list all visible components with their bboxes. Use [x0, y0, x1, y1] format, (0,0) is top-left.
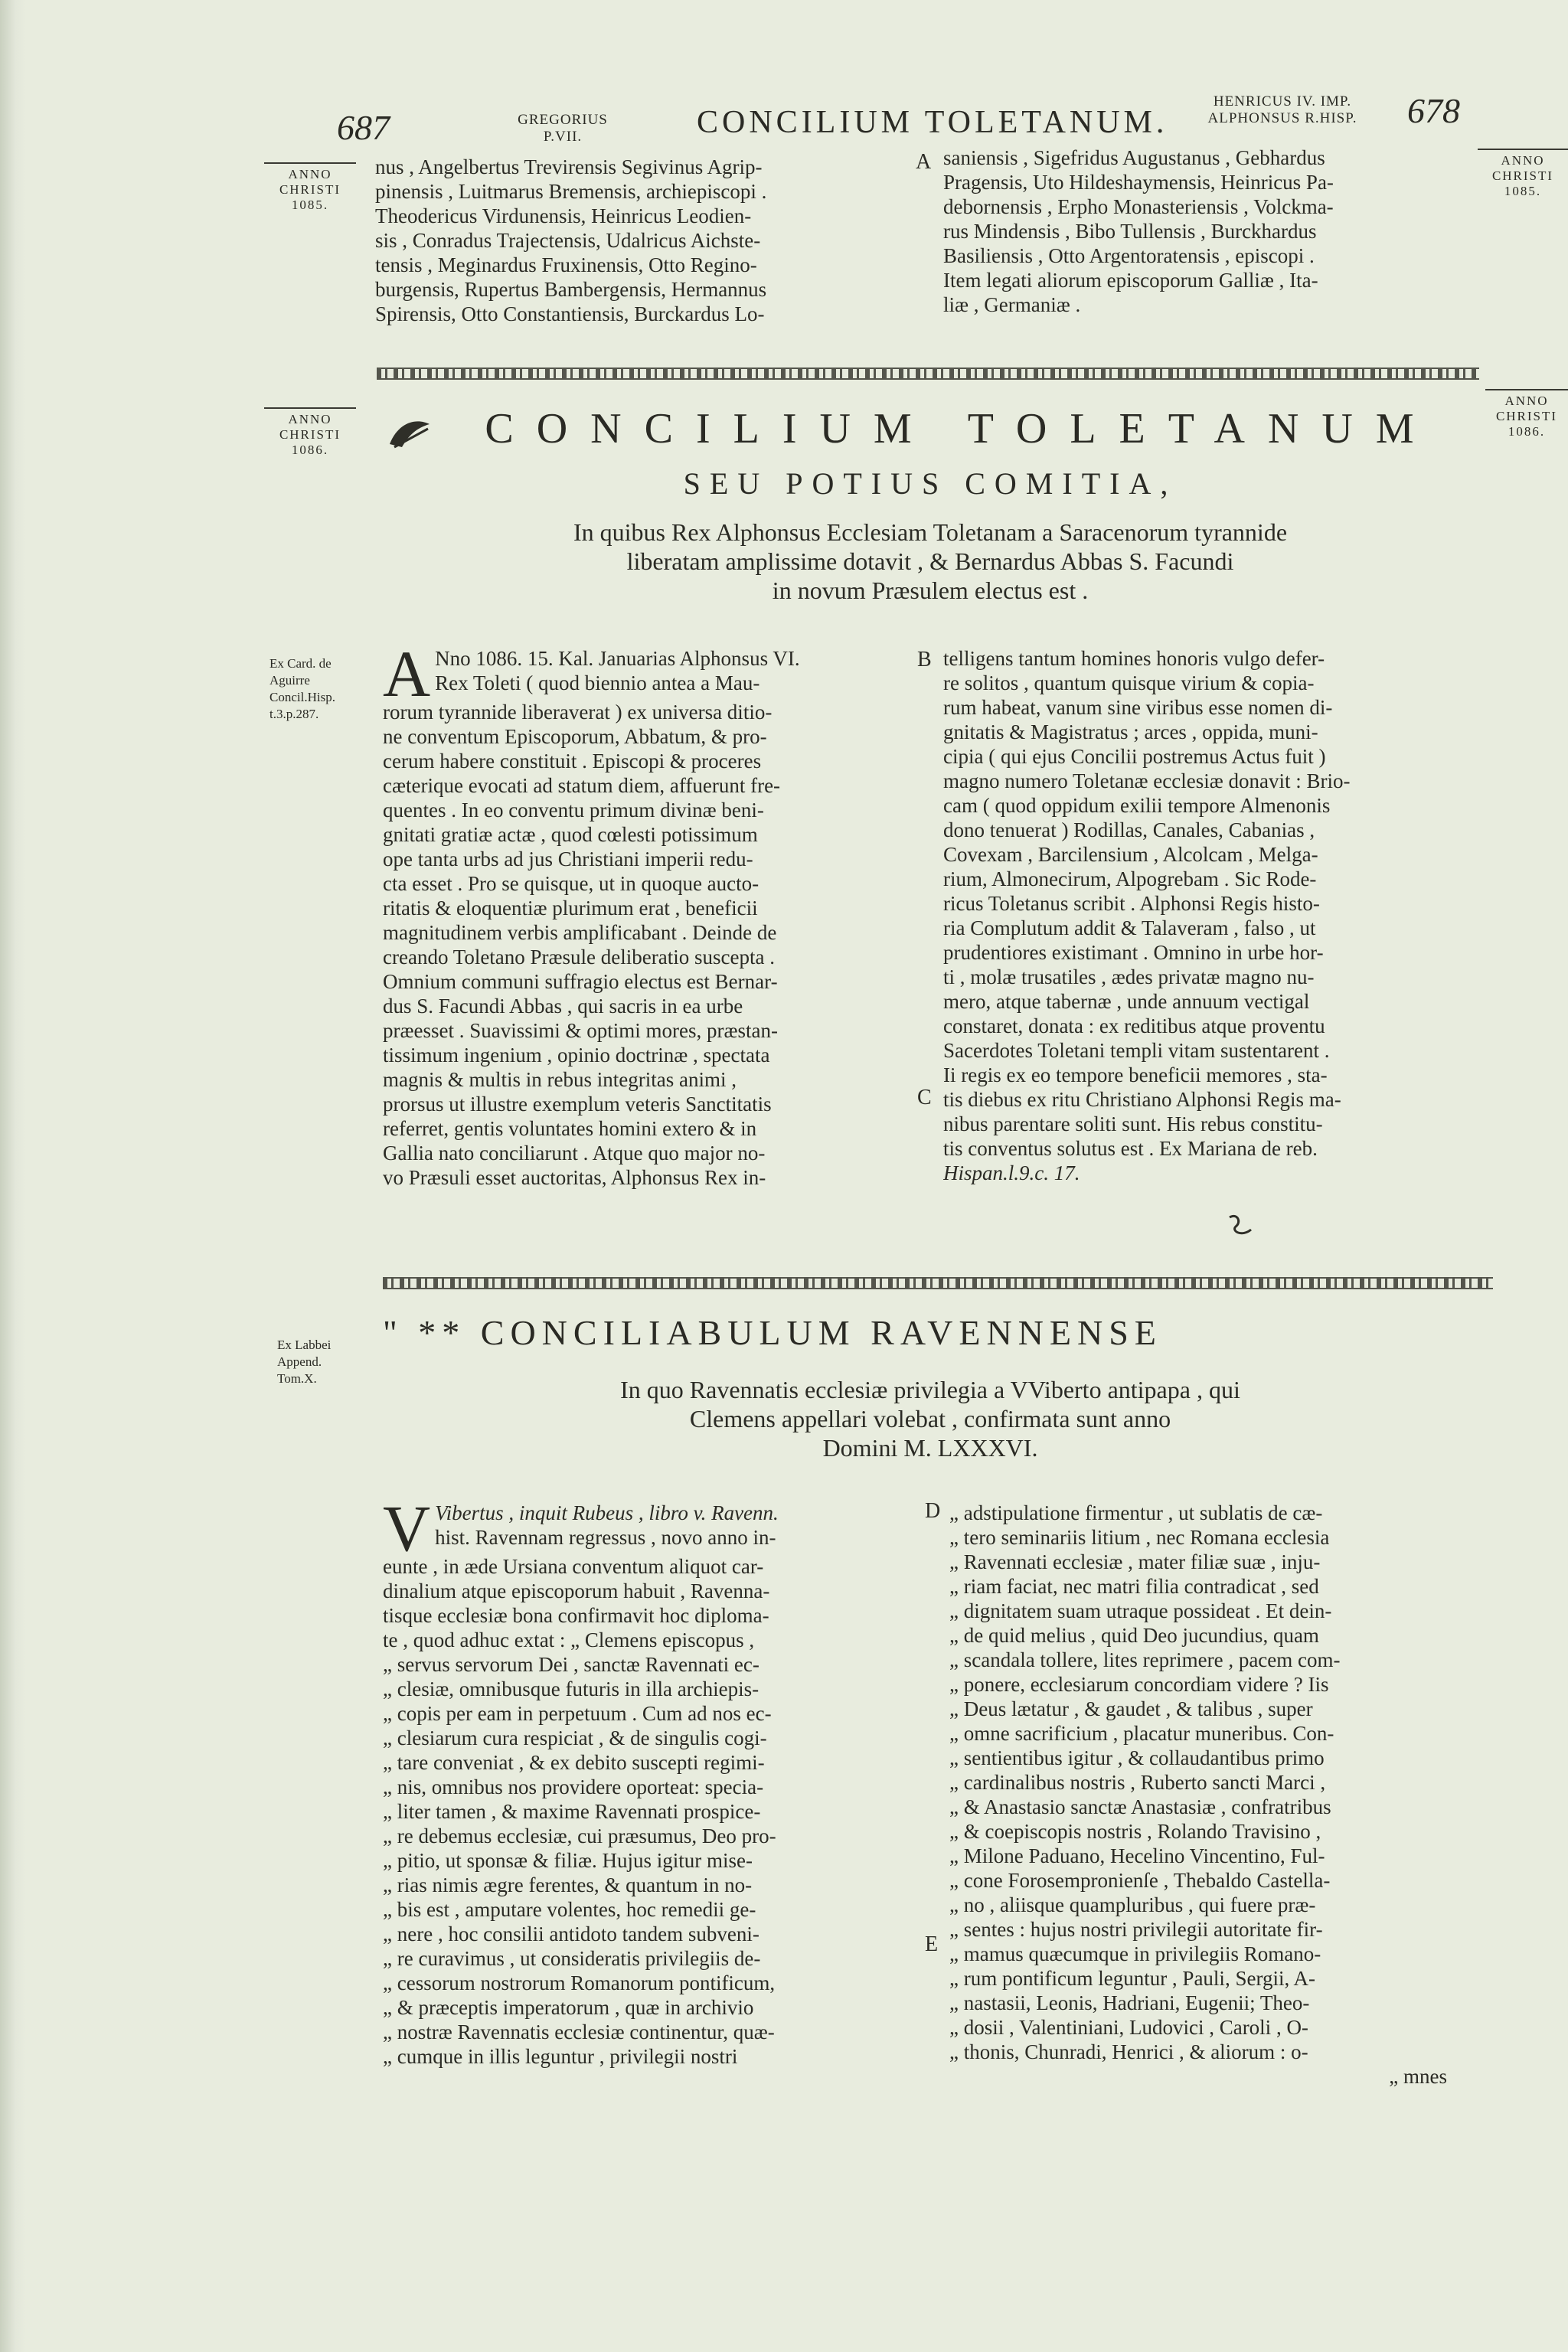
text-line: „ omne sacrificium , placatur muneribus. Con- — [949, 1722, 1334, 1745]
text-line: „ no , aliisque quampluribus , qui fuere præ- — [949, 1893, 1316, 1916]
text-line: te , quod adhuc extat : „ Clemens episcopus , — [383, 1628, 755, 1651]
text-line: Pragensis, Uto Hildeshaymensis, Heinricus Pa- — [943, 171, 1334, 194]
text-line: prorsus ut illustre exemplum veteris Sanctitatis — [383, 1093, 772, 1116]
text-line: „ nostræ Ravennatis ecclesiæ continentur, quæ- — [383, 2020, 775, 2043]
text-line: „ de quid melius , quid Deo jucundius, quam — [949, 1624, 1319, 1647]
text-line: Omnium communi suffragio electus est Bernar- — [383, 970, 778, 993]
text-line: „ nastasii, Leonis, Hadriani, Eugenii; Theo- — [949, 1991, 1310, 2014]
text-line: quentes . In eo conventu primum divinæ beni- — [383, 799, 764, 822]
text-line: cæterique evocati ad statum diem, affuerunt fre- — [383, 774, 781, 797]
text-line: Item legati aliorum episcoporum Galliæ , Ita- — [943, 269, 1318, 292]
text-line: dono tenuerat ) Rodillas, Canales, Cabanias , — [943, 818, 1315, 841]
text-line: ne conventum Episcoporum, Abbatum, & pro- — [383, 725, 767, 748]
text-line: nibus parentare soliti sunt. His rebus constitu- — [943, 1112, 1323, 1135]
top-left-column — [375, 155, 903, 326]
text-line: „ cone Forosempronienſe , Thebaldo Castella- — [949, 1869, 1331, 1892]
text-line: „ clesiarum cura respiciat , & de singulis cogi- — [383, 1726, 767, 1749]
text-line: „ cessorum nostrorum Romanorum pontificum, — [383, 1971, 776, 1994]
text-line: „ liter tamen , & maxime Ravennati prospice- — [383, 1800, 761, 1823]
text-line: dus S. Facundi Abbas , qui sacris in ea urbe — [383, 995, 743, 1018]
text-line: rum habeat, vanum sine viribus esse nomen di- — [943, 696, 1333, 719]
text-line-citation: tis conventus solutus est . Ex Mariana de reb. — [943, 1137, 1318, 1160]
source-note-aguirre: Ex Card. de Aguirre Concil.Hisp. t.3.p.287. — [270, 656, 335, 721]
text-line: rus Mindensis , Bibo Tullensis , Burckhardus — [943, 220, 1317, 243]
text-line: Basiliensis , Otto Argentoratensis , episcopi . — [943, 244, 1315, 267]
catchword: „ mnes — [1389, 2065, 1447, 2088]
text-line: cam ( quod oppidum exilii tempore Almenonis — [943, 794, 1331, 817]
source-note-labbei: Ex Labbei Append. Tom.X. — [277, 1338, 332, 1386]
text-line: „ copis per eam in perpetuum . Cum ad nos ec- — [383, 1702, 772, 1725]
text-line: „ rum pontificum leguntur , Pauli, Sergii, A- — [949, 1967, 1315, 1990]
text-line: „ servus servorum Dei , sanctæ Ravennati ec- — [383, 1653, 760, 1676]
text-line: cerum habere constituit . Episcopi & proceres — [383, 750, 762, 773]
top-right-column — [943, 145, 1479, 317]
text-line: cta esset . Pro se quisque, ut in quoque aucto- — [383, 872, 760, 895]
text-line: „ clesiæ, omnibusque futuris in illa archiepis- — [383, 1677, 760, 1700]
text-line: cipia ( qui ejus Concilii postremus Actus fuit ) — [943, 745, 1326, 768]
toletanum-subtitle: SEU POTIUS COMITIA, — [683, 466, 1178, 501]
text-line: Spirensis, Otto Constantiensis, Burckardus Lo- — [375, 302, 765, 325]
gutter-letter-e: E — [925, 1932, 939, 1956]
text-line: „ re curavimus , ut consideratis privilegiis de- — [383, 1947, 761, 1970]
page-title: CONCILIUM TOLETANUM. — [697, 105, 1168, 140]
margin-note-anno-1085-left: ANNO CHRISTI 1085. — [264, 162, 356, 213]
text-line: eunte , in æde Ursiana conventum aliquot car- — [383, 1555, 764, 1578]
text-line: telligens tantum homines honoris vulgo defer- — [943, 647, 1325, 670]
ornament-divider — [383, 1277, 1493, 1289]
text-line: tis diebus ex ritu Christiano Alphonsi Regis ma- — [943, 1088, 1341, 1111]
text-line: Gallia nato conciliarunt . Atque quo major no- — [383, 1142, 766, 1165]
text-line: tensis , Meginardus Fruxinensis, Otto Regino- — [375, 253, 757, 276]
ravennense-description: In quo Ravennatis ecclesiæ privilegia a VViberto antipapa , qui Clemens appellari volebat , confirmata sunt anno Domini M. LXXXVI. — [620, 1376, 1240, 1462]
text-line: „ tero seminariis litium , nec Romana ecclesia — [949, 1526, 1330, 1549]
text-line: saniensis , Sigefridus Augustanus , Gebhardus — [943, 146, 1325, 169]
right-page-number: 678 — [1407, 91, 1460, 130]
drop-cap: V — [383, 1491, 431, 1565]
margin-note-anno-1086-right: ANNO CHRISTI 1086. — [1485, 389, 1568, 439]
text-line: „ tare conveniat , & ex debito suscepti regimi- — [383, 1751, 765, 1774]
margin-rule — [1485, 389, 1568, 390]
text-line: liæ , Germaniæ . — [943, 293, 1081, 316]
text-line: prudentiores existimant . Omnino in urbe hor- — [943, 941, 1324, 964]
text-line: „ cardinalibus nostris , Ruberto sancti Marci , — [949, 1771, 1326, 1794]
text-line: „ ponere, ecclesiarum concordiam videre ? Iis — [949, 1673, 1329, 1696]
text-line: rium, Almonecirum, Alpogrebam . Sic Rode- — [943, 867, 1317, 890]
text-line: hist. Ravennam regressus , novo anno in- — [435, 1526, 776, 1549]
text-line: debornensis , Erpho Monasteriensis , Volckma- — [943, 195, 1334, 218]
text-line: „ & Anastasio sanctæ Anastasiæ , confratribus — [949, 1795, 1331, 1818]
text-line: ritatis & eloquentiæ plurimum erat , beneficii — [383, 897, 758, 920]
margin-note-anno-1086-left: ANNO CHRISTI 1086. — [264, 407, 356, 458]
gutter-letter-c: C — [917, 1086, 932, 1109]
text-line: pinensis , Luitmarus Bremensis, archiepiscopi . — [375, 180, 767, 203]
text-line: Rex Toleti ( quod biennio antea a Mau- — [435, 671, 760, 694]
text-line: „ mamus quæcumque in privilegiis Romano- — [949, 1942, 1321, 1965]
text-line: nus , Angelbertus Trevirensis Segivinus Agrip- — [375, 155, 763, 178]
text-line: Covexam , Barcilensium , Alcolcam , Melga- — [943, 843, 1318, 866]
text-line: „ dosii , Valentiniani, Ludovici , Caroli , O- — [949, 2016, 1308, 2039]
right-running-head: HENRICUS IV. IMP. ALPHONSUS R.HISP. — [1207, 93, 1357, 126]
text-line: „ Milone Paduano, Hecelino Vincentino, Ful- — [949, 1844, 1325, 1867]
text-line: „ Deus lætatur , & gaudet , & talibus , super — [949, 1697, 1313, 1720]
ravennense-title: " ** CONCILIABULUM RAVENNENSE — [383, 1313, 1162, 1352]
text-line: „ & coepiscopis nostris , Rolando Travisino , — [949, 1820, 1321, 1843]
gutter-letter-b: B — [917, 648, 932, 671]
text-line: magno numero Toletanæ ecclesiæ donavit : Brio- — [943, 769, 1351, 792]
text-line: creando Toletano Præsule deliberatio suscepta . — [383, 946, 775, 969]
text-line: ti , molæ trusatiles , ædes privatæ magno nu- — [943, 965, 1315, 988]
text-line-citation: Hispan.l.9.c. 17. — [943, 1161, 1080, 1184]
text-line: „ re debemus ecclesiæ, cui præsumus, Deo pro- — [383, 1824, 776, 1847]
page-edge — [0, 0, 26, 2352]
text-line: „ nis, omnibus nos providere oporteat: specia- — [383, 1775, 764, 1798]
text-line: vo Præsuli esset auctoritas, Alphonsus Rex in- — [383, 1166, 766, 1189]
text-line: ria Complutum addit & Talaveram , falso , ut — [943, 916, 1316, 939]
toletanum-left-column — [383, 637, 919, 1190]
left-page-number: 687 — [337, 108, 390, 147]
text-line: dinalium atque episcoporum habuit , Ravenna- — [383, 1579, 770, 1602]
text-line: „ pitio, ut sponsæ & filiæ. Hujus igitur mise- — [383, 1849, 753, 1872]
toletanum-right-column — [943, 646, 1479, 1185]
text-line: mero, atque tabernæ , unde annuum vectigal — [943, 990, 1310, 1013]
text-line: „ bis est , amputare volentes, hoc remedii ge- — [383, 1898, 756, 1921]
text-line: „ nere , hoc consilii antidoto tandem subveni- — [383, 1922, 760, 1945]
margin-rule — [1478, 149, 1568, 150]
text-line: „ riam faciat, nec matri filia contradicat , sed — [949, 1575, 1319, 1598]
text-line: rorum tyrannide liberaverat ) ex universa ditio- — [383, 701, 773, 724]
text-line: Sacerdotes Toletani templi vitam sustentarent . — [943, 1039, 1330, 1062]
text-line: „ sentientibus igitur , & collaudantibus primo — [949, 1746, 1325, 1769]
text-line: gnitatis & Magistratus ; arces , oppida, muni- — [943, 720, 1318, 743]
text-line: re solitos , quantum quisque virium & copia- — [943, 671, 1315, 694]
text-line: gnitati gratiæ actæ , quod cœlesti potissimum — [383, 823, 758, 846]
text-line: sis , Conradus Trajectensis, Udalricus Aichste- — [375, 229, 761, 252]
text-line: magnitudinem verbis amplificabant . Deinde de — [383, 921, 777, 944]
text-line: „ dignitatem suam utraque possideat . Et dein- — [949, 1599, 1332, 1622]
toletanum-description: In quibus Rex Alphonsus Ecclesiam Toletanam a Saracenorum tyrannide liberatam amplissime dotavit , & Bernardus Abbas S. Facundi in novum Præsulem electus est . — [573, 518, 1288, 604]
text-line: burgensis, Rupertus Bambergensis, Hermannus — [375, 278, 767, 301]
text-line: constaret, donata : ex reditibus atque proventu — [943, 1014, 1325, 1037]
ravennense-right-column — [949, 1501, 1485, 2089]
text-line: magnis & multis in rebus integritas animi , — [383, 1068, 737, 1091]
gutter-letter-a: A — [916, 150, 932, 174]
text-line: „ adstipulatione firmentur , ut sublatis de cæ- — [949, 1501, 1323, 1524]
text-line: „ sentes : hujus nostri privilegii autoritate fir- — [949, 1918, 1323, 1941]
drop-cap: A — [383, 637, 431, 710]
text-line: ricus Toletanus scribit . Alphonsi Regis histo- — [943, 892, 1320, 915]
margin-rule — [264, 407, 356, 409]
text-line: „ & præceptis imperatorum , quæ in archivio — [383, 1996, 754, 2019]
text-line: „ cumque in illis leguntur , privilegii nostri — [383, 2045, 738, 2068]
text-line: „ rias nimis ægre ferentes, & quantum in no- — [383, 1873, 753, 1896]
margin-rule — [264, 162, 356, 164]
text-line: „ thonis, Chunradi, Henrici , & aliorum : o- — [949, 2040, 1308, 2063]
text-line: præesset . Suavissimi & optimi mores, præstan- — [383, 1019, 778, 1042]
ravennense-left-column — [383, 1491, 919, 2069]
text-line: Vibertus , inquit Rubeus , libro v. Ravenn. — [435, 1501, 779, 1524]
ornament-divider — [377, 368, 1479, 380]
text-line: tisque ecclesiæ bona confirmavit hoc diploma- — [383, 1604, 769, 1627]
text-line: „ scandala tollere, lites reprimere , pacem com- — [949, 1648, 1341, 1671]
text-line: Nno 1086. 15. Kal. Januarias Alphonsus VI. — [435, 647, 800, 670]
text-line: „ Ravennati ecclesiæ , mater filiæ suæ , inju- — [949, 1550, 1321, 1573]
margin-note-anno-1085-right: ANNO CHRISTI 1085. — [1478, 149, 1568, 199]
fleuron-icon — [387, 413, 433, 452]
text-line: Ii regis ex eo tempore beneficii memores , sta- — [943, 1063, 1328, 1086]
text-line: ope tanta urbs ad jus Christiani imperii redu- — [383, 848, 753, 871]
text-line: tissimum ingenium , opinio doctrinæ , spectata — [383, 1044, 770, 1067]
text-line: Theodericus Virdunensis, Heinricus Leodien- — [375, 204, 752, 227]
end-flourish-icon — [1225, 1210, 1256, 1240]
text-line: referret, gentis voluntates homini extero & in — [383, 1117, 757, 1140]
gutter-letter-d: D — [925, 1499, 941, 1523]
toletanum-title: CONCILIUM TOLETANUM — [485, 405, 1437, 452]
left-running-head: GREGORIUS P.VII. — [518, 112, 608, 145]
